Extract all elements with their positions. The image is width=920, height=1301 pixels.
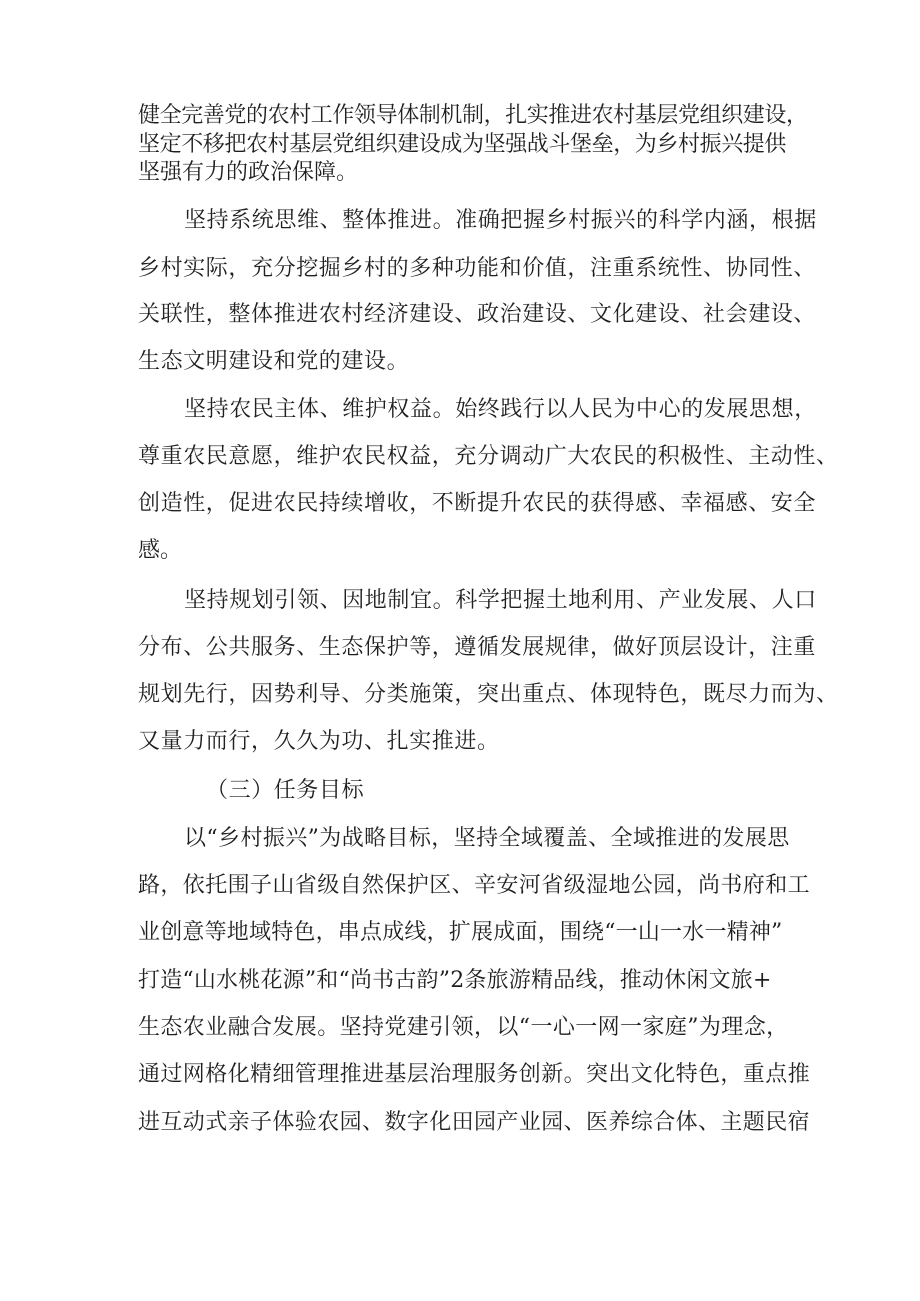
paragraph-5-line-1: 以“乡村振兴”为战略目标，坚持全域覆盖、全域推进的发展思 bbox=[184, 826, 790, 851]
paragraph-2-line-2: 乡村实际，充分挖掘乡村的多种功能和价值，注重系统性、协同性、 bbox=[138, 256, 817, 281]
paragraph-1-line-2: 坚定不移把农村基层党组织建设成为坚强战斗堡垒，为乡村振兴提供 bbox=[138, 132, 787, 157]
section-heading: （三）任务目标 bbox=[206, 778, 365, 803]
paragraph-4-line-2: 分布、公共服务、生态保护等，遵循发展规律，做好顶层设计，注重 bbox=[138, 635, 817, 660]
paragraph-5-line-6: 通过网格化精细管理推进基层治理服务创新。突出文化特色，重点推 bbox=[138, 1062, 811, 1087]
paragraph-5-line-2: 路，依托围子山省级自然保护区、辛安河省级湿地公园，尚书府和工 bbox=[138, 873, 811, 898]
paragraph-3-line-2: 尊重农民意愿，维护农民权益，充分调动广大农民的积极性、主动性、 bbox=[138, 444, 839, 469]
paragraph-5-line-3: 业创意等地域特色，串点成线，扩展成面，围绕“一山一水一精神” bbox=[138, 920, 783, 945]
paragraph-4-line-1: 坚持规划引领、因地制宜。科学把握土地利用、产业发展、人口 bbox=[184, 588, 817, 613]
paragraph-2-line-3: 关联性，整体推进农村经济建设、政治建设、文化建设、社会建设、 bbox=[138, 302, 817, 327]
paragraph-5-line-5: 生态农业融合发展。坚持党建引领，以“一心一网一家庭”为理念， bbox=[138, 1015, 789, 1040]
paragraph-2-line-1: 坚持系统思维、整体推进。准确把握乡村振兴的科学内涵，根据 bbox=[184, 208, 817, 233]
paragraph-4-line-3: 规划先行，因势利导、分类施策，突出重点、体现特色，既尽力而为、 bbox=[138, 682, 839, 707]
paragraph-4-line-4: 又量力而行，久久为功、扎实推进。 bbox=[138, 729, 500, 754]
paragraph-3-line-3: 创造性，促进农民持续增收，不断提升农民的获得感、幸福感、安全 bbox=[138, 491, 817, 516]
paragraph-1-line-3: 坚强有力的政治保障。 bbox=[138, 160, 359, 185]
paragraph-3-line-4: 感。 bbox=[138, 538, 183, 563]
paragraph-2-line-4: 生态文明建设和党的建设。 bbox=[138, 349, 410, 374]
paragraph-3-line-1: 坚持农民主体、维护权益。始终践行以人民为中心的发展思想， bbox=[184, 397, 817, 422]
paragraph-1-line-1: 健全完善党的农村工作领导体制机制，扎实推进农村基层党组织建设， bbox=[138, 103, 808, 128]
paragraph-5-line-7: 进互动式亲子体验农园、数字化田园产业园、医养综合体、主题民宿 bbox=[138, 1110, 811, 1135]
paragraph-5-line-4: 打造“山水桃花源”和“尚书古韵”2条旅游精品线，推动休闲文旅+ bbox=[138, 968, 772, 993]
